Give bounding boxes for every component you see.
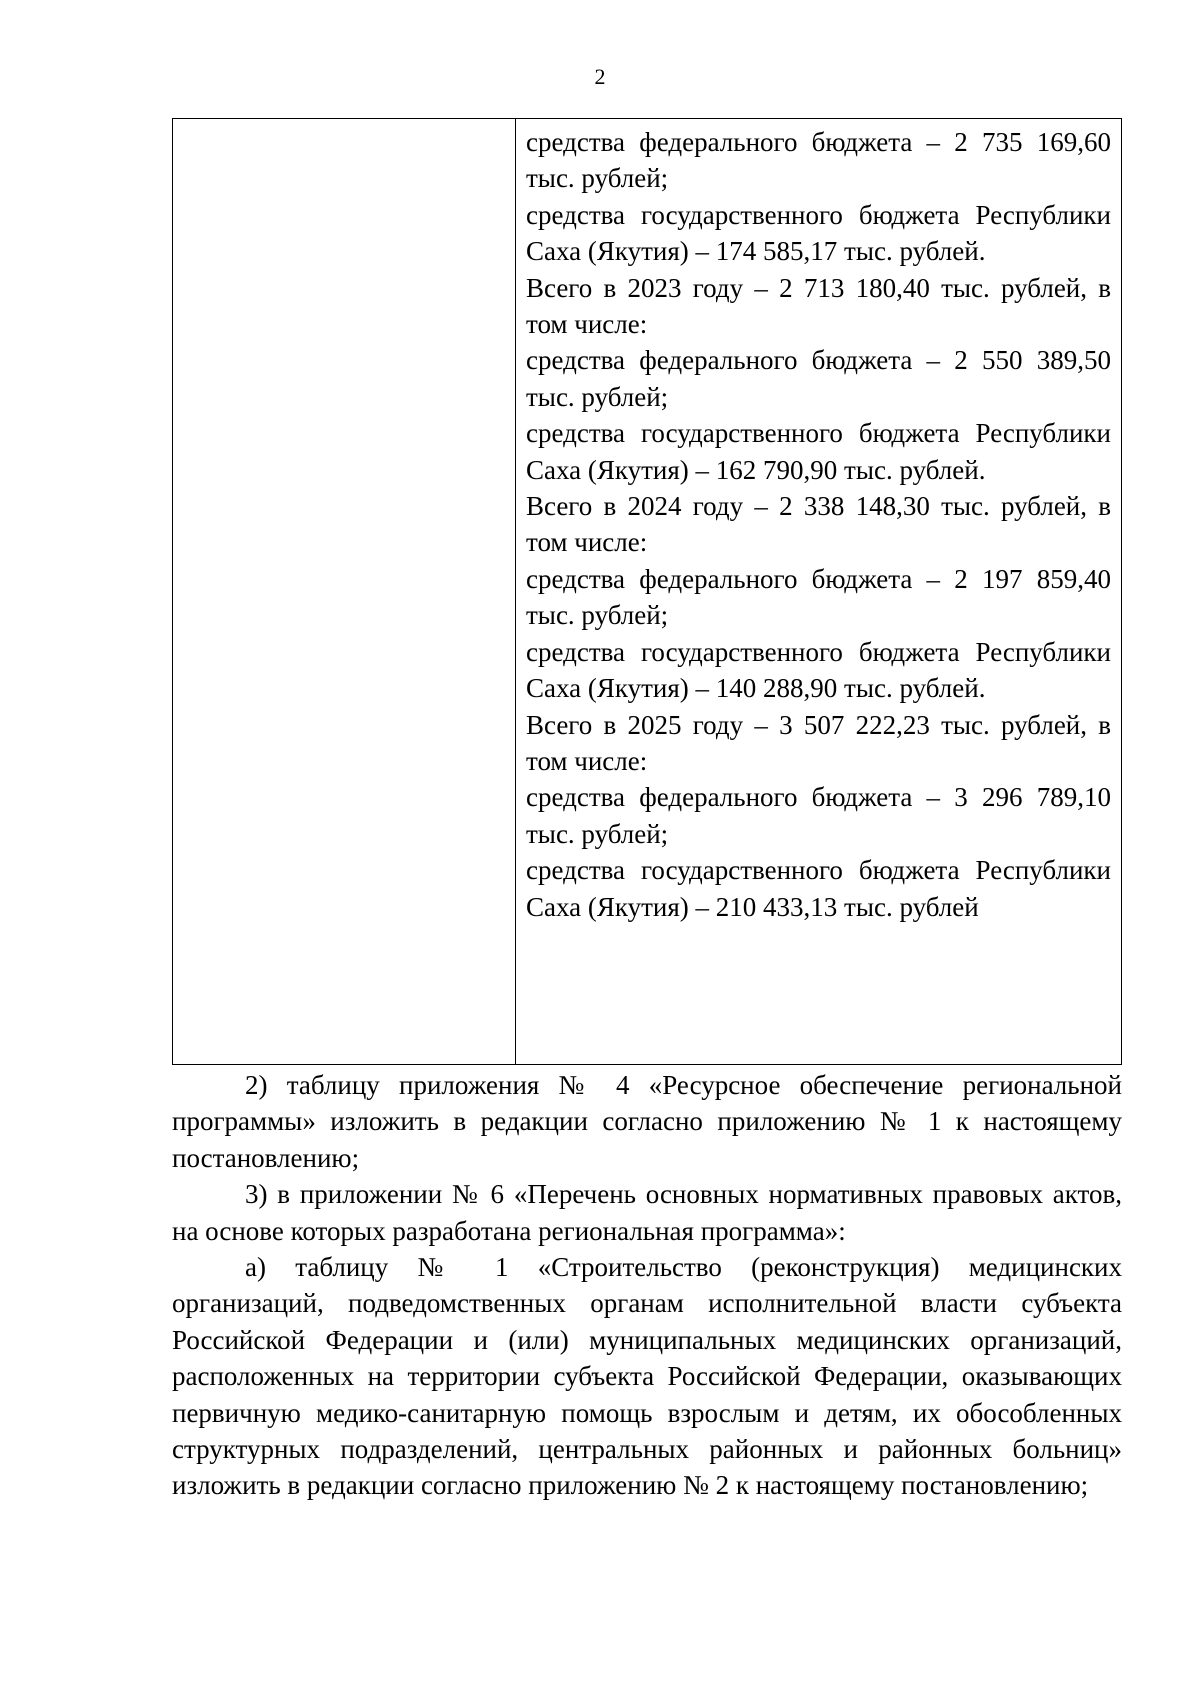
funding-line: средства федерального бюджета – 2 735 169,60 тыс. рублей;	[526, 127, 1111, 194]
paragraph-item-2: 2) таблицу приложения № 4 «Ресурсное обеспечение региональной программы» изложить в редакции согласно приложению № 1 к настоящему постановлению;	[172, 1070, 1122, 1173]
paragraph-item-3: 3) в приложении № 6 «Перечень основных нормативных правовых актов, на основе которых разработана региональная программа»:	[172, 1179, 1122, 1246]
funding-line: средства государственного бюджета Республики Саха (Якутия) – 162 790,90 тыс. рублей.	[526, 418, 1111, 485]
page-number: 2	[594, 64, 606, 89]
funding-table	[172, 118, 1122, 1065]
funding-line: Всего в 2024 году – 2 338 148,30 тыс. рублей, в том числе:	[526, 491, 1111, 558]
funding-line: Всего в 2025 году – 3 507 222,23 тыс. рублей, в том числе:	[526, 709, 1111, 776]
funding-line: средства федерального бюджета – 2 197 859,40 тыс. рублей;	[526, 563, 1111, 631]
table-left-cell	[173, 119, 516, 1064]
funding-line: средства государственного бюджета Республики Саха (Якутия) – 174 585,17 тыс. рублей.	[526, 199, 1111, 267]
paragraph-subitem-a: а) таблицу № 1 «Строительство (реконструкция) медицинских организаций, подведомственных органам исполнительной власти субъекта Российской Федерации и (или) муниципальных медицинских организаций, расположенных на территории субъекта Российской Федерации, оказывающих первичную медико-санитарную помощь взрослым и детям, их обособленных структурных подразделений, центральных районных и районных больниц» изложить в редакции согласно приложению № 2 к настоящему постановлению;	[172, 1252, 1122, 1501]
funding-line: средства федерального бюджета – 3 296 789,10 тыс. рублей;	[526, 782, 1111, 849]
table-right-cell	[516, 119, 1121, 1064]
funding-line: средства федерального бюджета – 2 550 389,50 тыс. рублей;	[526, 345, 1111, 412]
body-text	[172, 1067, 1122, 1504]
funding-line: средства государственного бюджета Республики Саха (Якутия) – 210 433,13 тыс. рублей	[526, 855, 1111, 922]
funding-line: Всего в 2023 году – 2 713 180,40 тыс. рублей, в том числе:	[526, 272, 1111, 340]
funding-line: средства государственного бюджета Республики Саха (Якутия) – 140 288,90 тыс. рублей.	[526, 636, 1111, 704]
